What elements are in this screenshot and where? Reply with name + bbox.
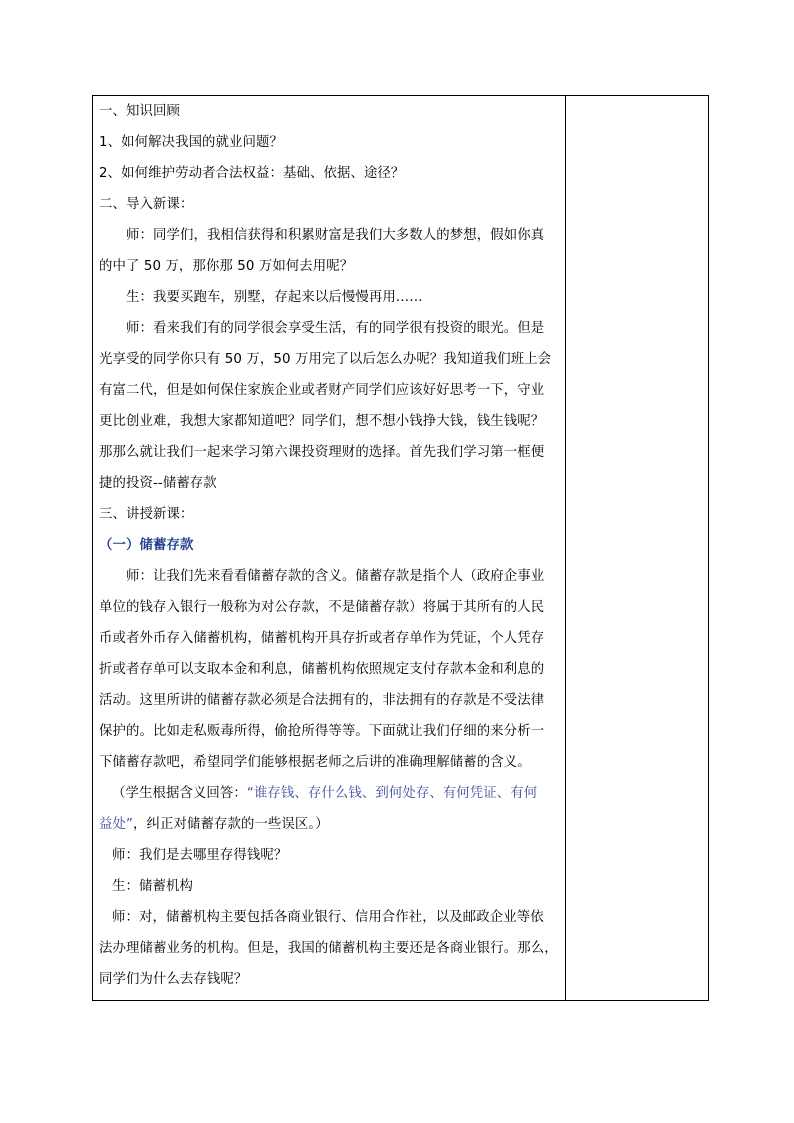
paragraph-line: 币或者外币存入储蓄机构，储蓄机构开具存折或者存单作为凭证，个人凭存 [99, 631, 545, 646]
paragraph-line: 有富二代，但是如何保住家族企业或者财产同学们应该好好思考一下，守业 [99, 383, 545, 398]
paragraph-line: 光享受的同学你只有 50 万，50 万用完了以后怎么办呢？我知道我们班上会 [99, 352, 552, 367]
dialogue-line: 生：储蓄机构 [112, 879, 193, 894]
paragraph-line: 捷的投资--储蓄存款 [99, 476, 217, 491]
section-heading: 三、讲授新课： [99, 507, 194, 522]
review-question: 2、如何维护劳动者合法权益：基础、依据、途径？ [99, 166, 405, 181]
paragraph-line: 同学们为什么去存钱呢？ [99, 972, 248, 987]
paragraph-line: 师：让我们先来看看储蓄存款的含义。储蓄存款是指个人（政府企事业 [126, 569, 545, 584]
section-heading: 二、导入新课： [99, 197, 194, 212]
paragraph-line: 保护的。比如走私贩毒所得，偷抢所得等等。下面就让我们仔细的来分析一 [99, 724, 545, 739]
paragraph-line: 生：我要买跑车，别墅，存起来以后慢慢再用…… [126, 290, 423, 305]
paragraph-line: 下储蓄存款吧，希望同学们能够根据老师之后讲的准确理解储蓄的含义。 [99, 755, 531, 770]
review-question: 1、如何解决我国的就业问题？ [99, 135, 283, 150]
paragraph-line: 法办理储蓄业务的机构。但是，我国的储蓄机构主要还是各商业银行。那么， [99, 941, 558, 956]
section-heading: 一、知识回顾 [99, 104, 180, 119]
answer-rest: ，纠正对储蓄存款的一些误区。） [133, 817, 329, 832]
column-divider [565, 96, 566, 1000]
student-answer-line [99, 815, 329, 835]
paragraph-line: 更比创业难，我想大家都知道吧？同学们，想不想小钱挣大钱，钱生钱呢？ [99, 414, 545, 429]
answer-quote: 益处” [99, 817, 134, 832]
paragraph-line: 师：看来我们有的同学很会享受生活，有的同学很有投资的眼光。但是 [126, 321, 545, 336]
paragraph-line: 的中了 50 万，那你那 50 万如何去用呢？ [99, 259, 354, 274]
paragraph-line: 折或者存单可以支取本金和利息，储蓄机构依照规定支付存款本金和利息的 [99, 662, 545, 677]
answer-quote: “谁存钱、存什么钱、到何处存、有何凭证、有何 [246, 786, 538, 801]
dialogue-line: 师：我们是去哪里存得钱呢？ [112, 848, 288, 863]
paragraph-line: 单位的钱存入银行一般称为对公存款，不是储蓄存款）将属于其所有的人民 [99, 600, 545, 615]
dialogue-line: 师：对，储蓄机构主要包括各商业银行、信用合作社，以及邮政企业等依 [112, 910, 544, 925]
answer-intro: （学生根据含义回答： [112, 786, 247, 801]
subsection-heading: （一）储蓄存款 [99, 538, 194, 553]
paragraph-line: 那那么就让我们一起来学习第六课投资理财的选择。首先我们学习第一框便 [99, 445, 545, 460]
paragraph-line: 师：同学们，我相信获得和积累财富是我们大多数人的梦想，假如你真 [126, 228, 545, 243]
student-answer-line [112, 784, 537, 804]
lesson-table [92, 95, 709, 1001]
paragraph-line: 活动。这里所讲的储蓄存款必须是合法拥有的，非法拥有的存款是不受法律 [99, 693, 545, 708]
